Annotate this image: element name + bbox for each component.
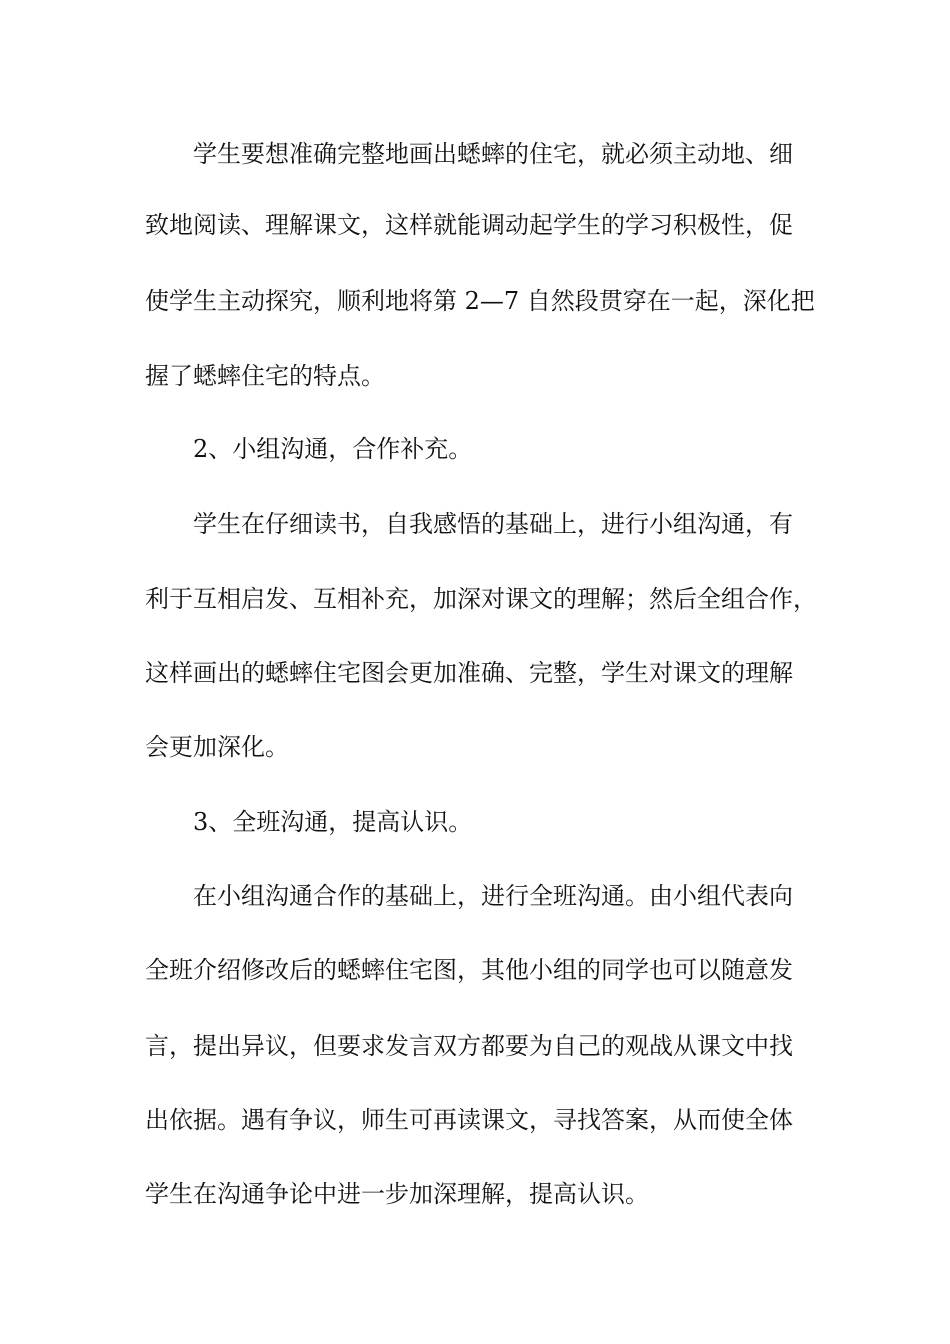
- paragraph-3-line-3: 这样画出的蟋蟀住宅图会更加准确、完整，学生对课文的理解: [145, 659, 793, 687]
- paragraph-3-line-4: 会更加深化。: [145, 733, 289, 761]
- paragraph-1-line-3: 使学生主动探究，顺利地将第 2—7 自然段贯穿在一起，深化把: [145, 287, 815, 315]
- paragraph-1-line-4: 握了蟋蟀住宅的特点。: [145, 362, 385, 390]
- paragraph-5-line-2: 全班介绍修改后的蟋蟀住宅图，其他小组的同学也可以随意发: [145, 956, 793, 984]
- paragraph-1-line-1: 学生要想准确完整地画出蟋蟀的住宅，就必须主动地、细: [193, 140, 793, 168]
- paragraph-1-line-2: 致地阅读、理解课文，这样就能调动起学生的学习积极性，促: [145, 211, 793, 239]
- paragraph-3-line-1: 学生在仔细读书，自我感悟的基础上，进行小组沟通，有: [193, 510, 793, 538]
- paragraph-5-line-5: 学生在沟通争论中进一步加深理解，提高认识。: [145, 1180, 649, 1208]
- section-heading-3: 3、全班沟通，提高认识。: [193, 808, 473, 836]
- paragraph-3-line-2: 利于互相启发、互相补充，加深对课文的理解；然后全组合作，: [145, 585, 817, 613]
- section-heading-2: 2、小组沟通，合作补充。: [193, 435, 473, 463]
- paragraph-5-line-1: 在小组沟通合作的基础上，进行全班沟通。由小组代表向: [193, 882, 793, 910]
- paragraph-5-line-3: 言，提出异议，但要求发言双方都要为自己的观战从课文中找: [145, 1032, 793, 1060]
- paragraph-5-line-4: 出依据。遇有争议，师生可再读课文，寻找答案，从而使全体: [145, 1106, 793, 1134]
